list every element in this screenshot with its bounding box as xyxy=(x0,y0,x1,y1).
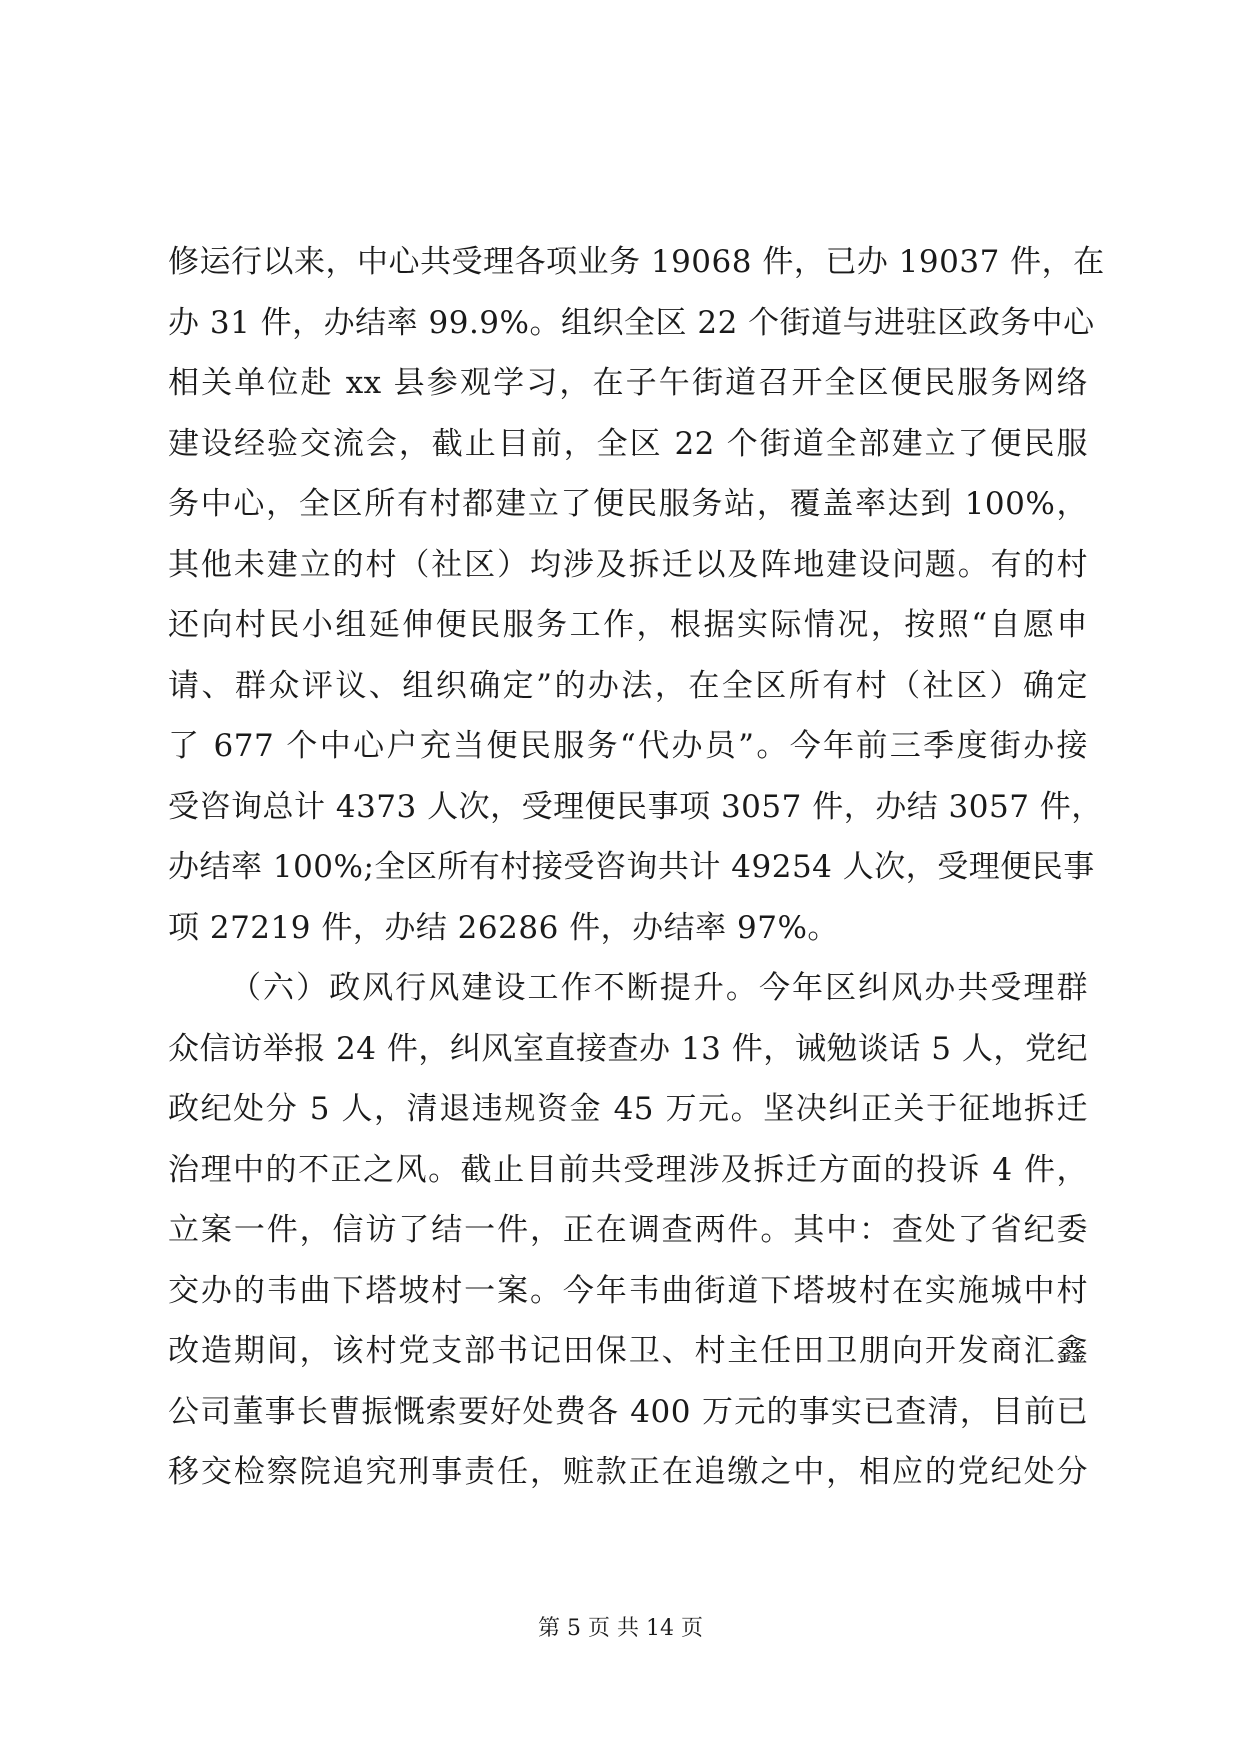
page-number-footer: 第 5 页 共 14 页 xyxy=(538,1616,703,1641)
section-heading-line: （六）政风行风建设工作不断提升。今年区纠风办共受理群 xyxy=(230,970,1088,1006)
text-line: 务中心，全区所有村都建立了便民服务站，覆盖率达到 100%， xyxy=(168,486,1088,522)
text-line: 办 31 件，办结率 99.9%。组织全区 22 个街道与进驻区政务中心 xyxy=(168,304,1095,341)
text-line: 还向村民小组延伸便民服务工作，根据实际情况，按照“自愿申 xyxy=(168,607,1088,643)
text-line: 改造期间，该村党支部书记田保卫、村主任田卫朋向开发商汇鑫 xyxy=(168,1333,1088,1369)
text-line: 治理中的不正之风。截止目前共受理涉及拆迁方面的投诉 4 件， xyxy=(168,1151,1088,1188)
text-line: 受咨询总计 4373 人次，受理便民事项 3057 件，办结 3057 件， xyxy=(168,788,1103,825)
text-line: 立案一件，信访了结一件，正在调查两件。其中：查处了省纪委 xyxy=(168,1212,1088,1248)
text-line: 请、群众评议、组织确定”的办法，在全区所有村（社区）确定 xyxy=(168,667,1088,704)
text-line: 公司董事长曹振慨索要好处费各 400 万元的事实已查清，目前已 xyxy=(168,1393,1088,1430)
text-line: 其他未建立的村（社区）均涉及拆迁以及阵地建设问题。有的村 xyxy=(168,546,1088,583)
text-line: 移交检察院追究刑事责任，赃款正在追缴之中，相应的党纪处分 xyxy=(168,1454,1088,1490)
text-line: 众信访举报 24 件，纠风室直接查办 13 件，诫勉谈话 5 人，党纪 xyxy=(168,1030,1088,1067)
text-line: 办结率 100%;全区所有村接受咨询共计 49254 人次，受理便民事 xyxy=(168,849,1095,885)
text-line: 了 677 个中心户充当便民服务“代办员”。今年前三季度街办接 xyxy=(168,728,1088,764)
text-line: 相关单位赴 xx 县参观学习，在子午街道召开全区便民服务网络 xyxy=(168,365,1088,401)
body-text xyxy=(168,232,1105,1503)
text-line: 政纪处分 5 人，清退违规资金 45 万元。坚决纠正关于征地拆迁 xyxy=(168,1091,1088,1127)
paragraph-end-line: 项 27219 件，办结 26286 件，办结率 97%。 xyxy=(168,909,839,946)
text-line: 交办的韦曲下塔坡村一案。今年韦曲街道下塔坡村在实施城中村 xyxy=(168,1272,1088,1309)
text-line: 建设经验交流会，截止目前，全区 22 个街道全部建立了便民服 xyxy=(168,425,1088,462)
text-line: 修运行以来，中心共受理各项业务 19068 件，已办 19037 件，在 xyxy=(168,244,1105,280)
